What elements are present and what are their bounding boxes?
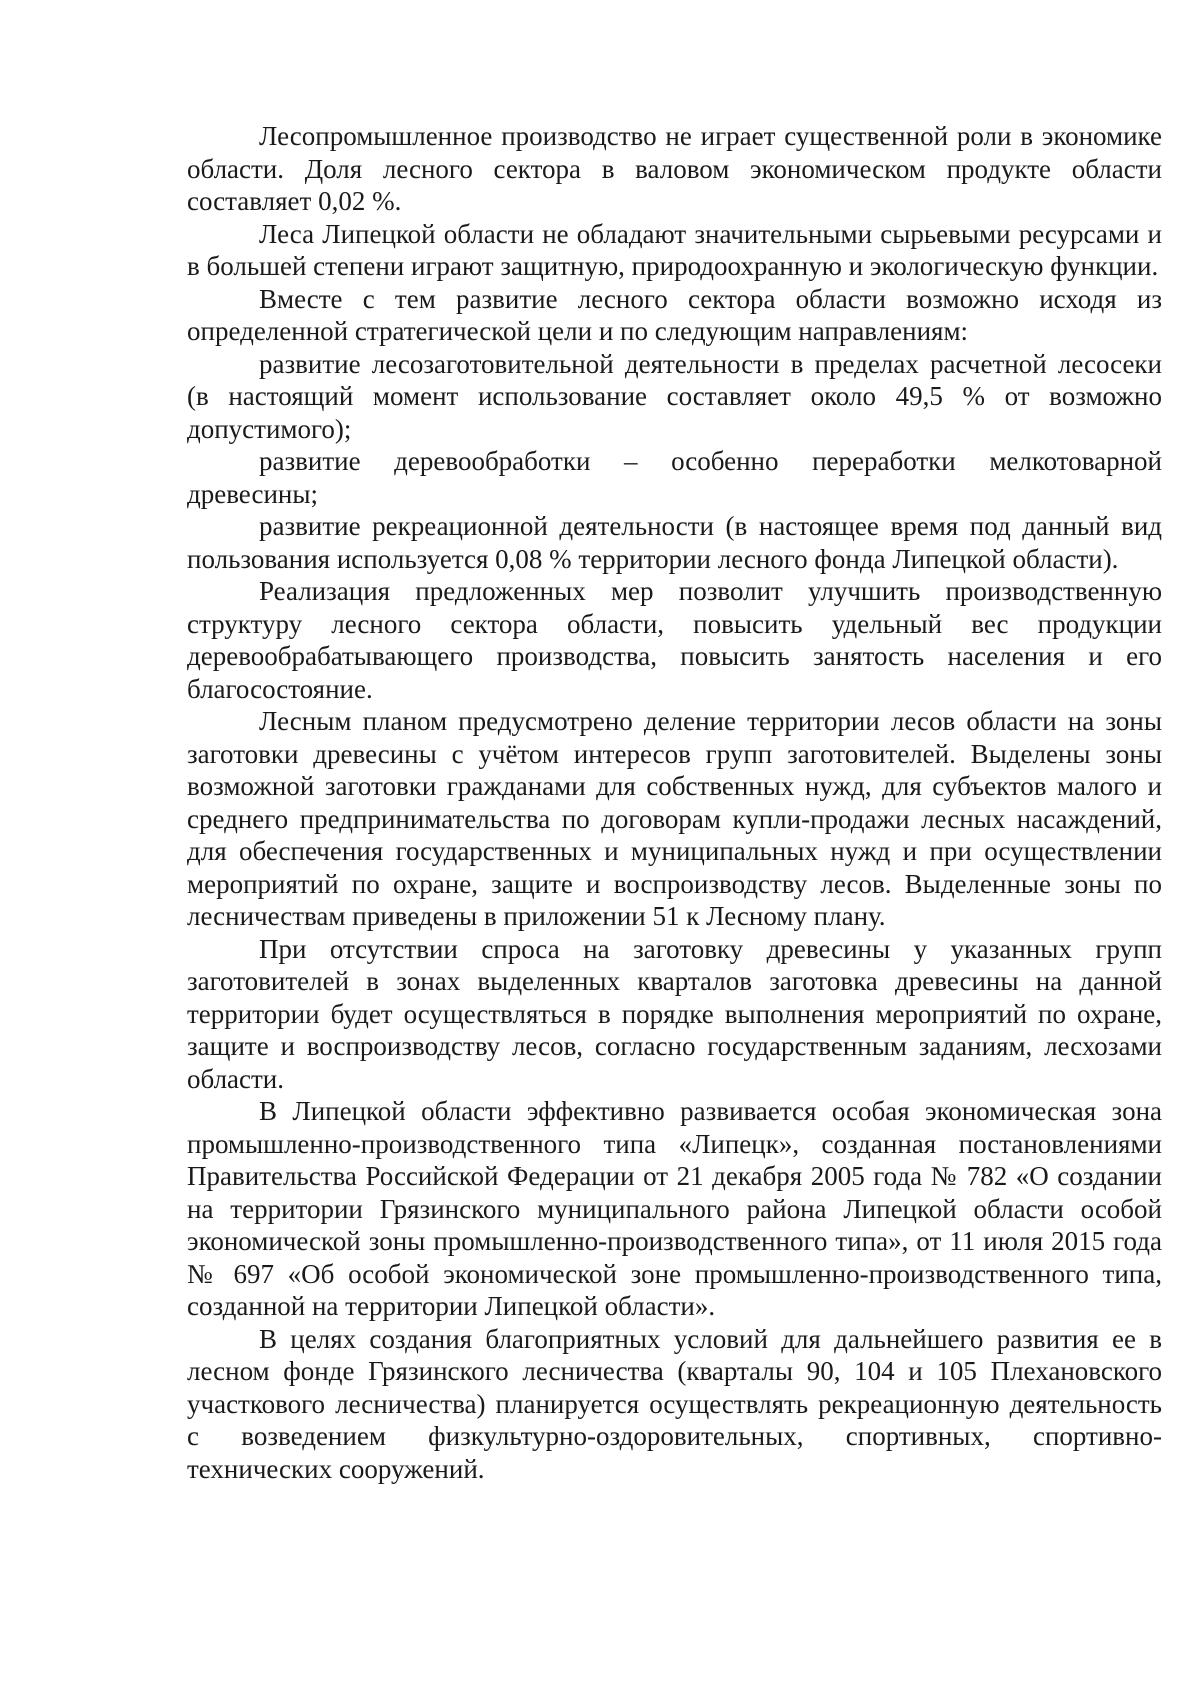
paragraph-measures-outcome: Реализация предложенных мер позволит улучшить производственную структуру лесного сектора области, повысить удельный вес продукции деревообрабатывающего производства, повысить занятость населения и его благосостояние. [187, 576, 1162, 704]
paragraph-special-economic-zone: В Липецкой области эффективно развивается особая экономическая зона промышленно-производственного типа «Липецк», созданная постановлениями Правительства Российской Федерации от 21 декабря 2005 года № 782 «О создании на территории Грязинского муниципального района Липецкой области особой экономической зоны промышленно-производственного типа», от 11 июля 2015 года № 697 «Об особой экономической зоне промышленно-производственного типа, созданной на территории Липецкой области». [187, 1096, 1162, 1321]
paragraph-woodworking-development: развитие деревообработки – особенно переработки мелкотоварной древесины; [187, 446, 1162, 509]
document-body [187, 120, 1162, 1485]
paragraph-forest-resources: Леса Липецкой области не обладают значительными сырьевыми ресурсами и в большей степени играют защитную, природоохранную и экологическую функции. [187, 218, 1162, 281]
paragraph-recreation-development: развитие рекреационной деятельности (в настоящее время под данный вид пользования используется 0,08 % территории лесного фонда Липецкой области). [187, 511, 1162, 574]
paragraph-harvesting-zones: Лесным планом предусмотрено деление территории лесов области на зоны заготовки древесины с учётом интересов групп заготовителей. Выделены зоны возможной заготовки гражданами для собственных нужд, для субъектов малого и среднего предпринимательства по договорам купли-продажи лесных насаждений, для обеспечения государственных и муниципальных нужд и при осуществлении мероприятий по охране, защите и воспроизводству лесов. Выделенные зоны по лесничествам приведены в приложении 51 к Лесному плану. [187, 706, 1162, 931]
paragraph-logging-development: развитие лесозаготовительной деятельности в пределах расчетной лесосеки (в настоящий момент использование составляет около 49,5 % от возможно допустимого); [187, 348, 1162, 444]
paragraph-recreational-activity: В целях создания благоприятных условий для дальнейшего развития ее в лесном фонде Грязинского лесничества (кварталы 90, 104 и 105 Плехановского участкового лесничества) планируется осуществлять рекреационную деятельность с возведением физкультурно-оздоровительных, спортивных, спортивно-технических сооружений. [187, 1323, 1162, 1484]
paragraph-forest-industry-role: Лесопромышленное производство не играет существенной роли в экономике области. Доля лесного сектора в валовом экономическом продукте области составляет 0,02 %. [187, 121, 1162, 216]
paragraph-no-demand: При отсутствии спроса на заготовку древесины у указанных групп заготовителей в зонах выделенных кварталов заготовка древесины на данной территории будет осуществляться в порядке выполнения мероприятий по охране, защите и воспроизводству лесов, согласно государственным заданиям, лесхозами области. [187, 933, 1162, 1094]
paragraph-development-directions: Вместе с тем развитие лесного сектора области возможно исходя из определенной стратегической цели и по следующим направлениям: [187, 283, 1162, 346]
